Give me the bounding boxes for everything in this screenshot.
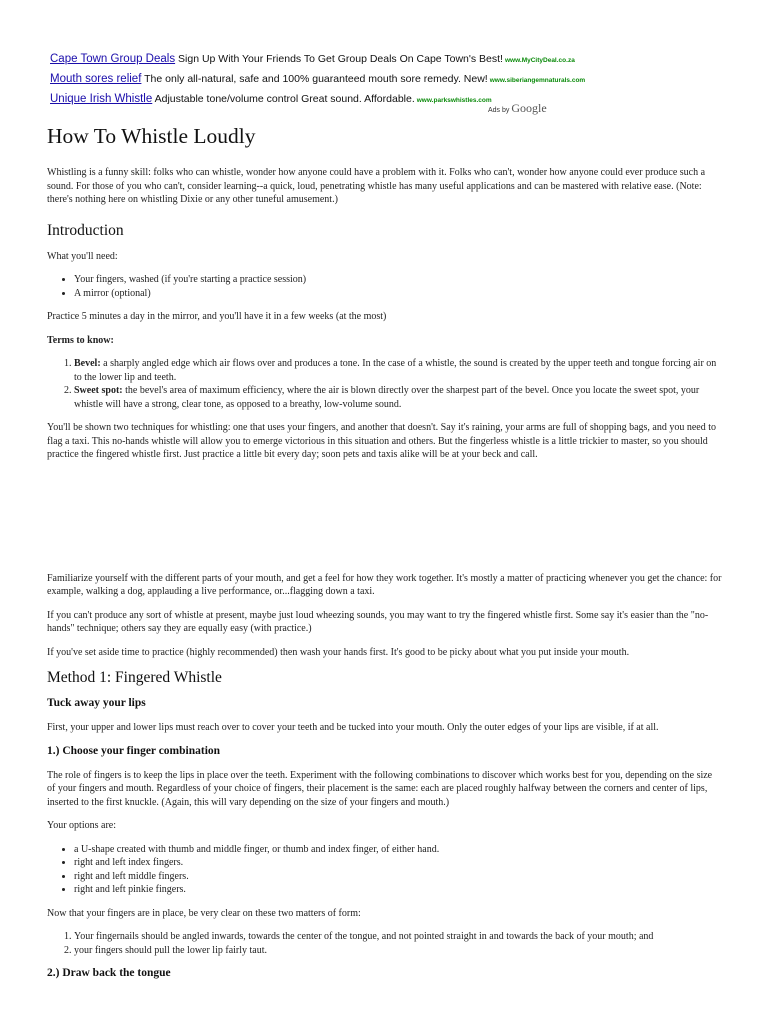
ad-url[interactable]: www.parkswhistles.com [416,97,492,104]
list-item: 2. your fingers should pull the lower lip fairly taut. [74,944,722,958]
ad-block [50,50,586,110]
term: Bevel: [74,358,101,369]
ad-text: Adjustable tone/volume control Great sound. Affordable. [154,93,415,105]
ad-url[interactable]: www.MyCityDeal.co.za [504,57,575,64]
finger-combination-heading: 1.) Choose your finger combination [47,744,221,757]
list-item [74,357,722,384]
list-item: • right and left pinkie fingers. [74,883,722,897]
cant-whistle-paragraph: If you can't produce any sort of whistle at present, maybe just loud wheezing sounds, you may want to try the fingered whistle first. Some say it's easier than the "no-hands" technique; others say they are equally easy (with practice.) [47,609,709,634]
tuck-lips-paragraph: First, your upper and lower lips must reach over to cover your teeth and be tucked into your mouth. Only the outer edges of your lips are visible, if at all. [47,722,659,733]
page-title: How To Whistle Loudly [47,124,256,148]
list-item: 1. Your fingernails should be angled inwards, towards the center of the tongue, and not pointed straight in and towards the back of your mouth; and [74,930,722,944]
wash-hands-paragraph: If you've set aside time to practice (highly recommended) then wash your hands first. It's good to be picky about what you put inside your mouth. [47,646,630,658]
ad-text: Sign Up With Your Friends To Get Group Deals On Cape Town's Best! [178,53,503,65]
method-1-heading: Method 1: Fingered Whistle [47,669,222,686]
introduction-heading: Introduction [47,221,124,239]
term: Sweet spot: [74,385,123,396]
ad-link[interactable]: Cape Town Group Deals [50,53,176,65]
list-item: • right and left index fingers. [74,856,722,870]
tuck-lips-heading: Tuck away your lips [47,697,146,709]
google-logo: Google [511,101,547,115]
needs-list [47,273,722,300]
terms-label: Terms to know: [47,334,114,346]
options-label: Your options are: [47,820,116,831]
finger-role-paragraph: The role of fingers is to keep the lips in place over the teeth. Experiment with the following combinations to discover which works best for you, depending on the size of your fingers and mouth. Regardless of your choice of fingers, their placement is the same: each are placed roughly halfway between the corners and center of lips, inserted to the first knuckle. (Again, this will vary depending on the size of your fingers and mouth.) [47,769,713,808]
term-definition: the bevel's area of maximum efficiency, where the air is blown directly over the sharpest part of the bevel. Once you locate the sweet spot, your whistle will have a strong, clear tone, as opposed to a breathy, low-volume sound. [74,385,700,410]
draw-back-tongue-heading: 2.) Draw back the tongue [47,967,171,979]
form-paragraph: Now that your fingers are in place, be very clear on these two matters of form: [47,907,361,919]
practice-paragraph: Practice 5 minutes a day in the mirror, and you'll have it in a few weeks (at the most) [47,311,387,322]
list-item: • right and left middle fingers. [74,870,722,884]
need-label: What you'll need: [47,250,118,262]
ad-item [50,50,575,70]
ads-by-google[interactable] [488,101,547,116]
ad-item [50,90,550,110]
blank-space [47,472,722,572]
ad-link[interactable]: Unique Irish Whistle [50,93,153,105]
list-item: • a U-shape created with thumb and middle finger, or thumb and index finger, of either hand. [74,843,722,857]
list-item: • Your fingers, washed (if you're starting a practice session) [74,273,722,287]
form-list [47,930,722,957]
techniques-paragraph: You'll be shown two techniques for whistling: one that uses your fingers, and another that doesn't. Say it's raining, your arms are full of shopping bags, and you need to flag a taxi. This no-hands whistle will allow you to emerge victorious in this situation and others. But the fingerless whistle is a little trickier to master, so you should practice the fingered whistle first. Just practice a little bit every day; soon pets and taxis alike will be at your beck and call. [47,422,717,460]
familiarize-paragraph: Familiarize yourself with the different parts of your mouth, and get a feel for how they work together. It's mostly a matter of practicing whenever you get the chance: for example, walking a dog, applauding a live performance, or...flagging down a taxi. [47,572,722,597]
list-item [74,384,722,411]
list-item: • A mirror (optional) [74,287,722,301]
ad-text: The only all-natural, safe and 100% guaranteed mouth sore remedy. New! [144,73,488,85]
ads-by-label: Ads by [488,107,510,114]
term-definition: a sharply angled edge which air flows over and produces a tone. In the case of a whistle, the sound is created by the upper teeth and tongue forcing air on to the lower lip and teeth. [74,358,717,383]
ad-item [50,70,586,90]
terms-list [47,357,722,411]
ad-link[interactable]: Mouth sores relief [50,73,142,85]
options-list [47,843,722,897]
intro-paragraph: Whistling is a funny skill: folks who can whistle, wonder how anyone could have a problem with it. Folks who can't, wonder how anyone could ever produce such a sound. For those of you who can't, consider learning--a quick, loud, penetrating whistle has many useful applications and can be mastered with relative ease. (Note: there's nothing here on whistling Dixie or any other tuneful amusement.) [47,167,706,205]
article [47,124,722,991]
ad-url[interactable]: www.siberiangemnaturals.com [489,77,586,84]
